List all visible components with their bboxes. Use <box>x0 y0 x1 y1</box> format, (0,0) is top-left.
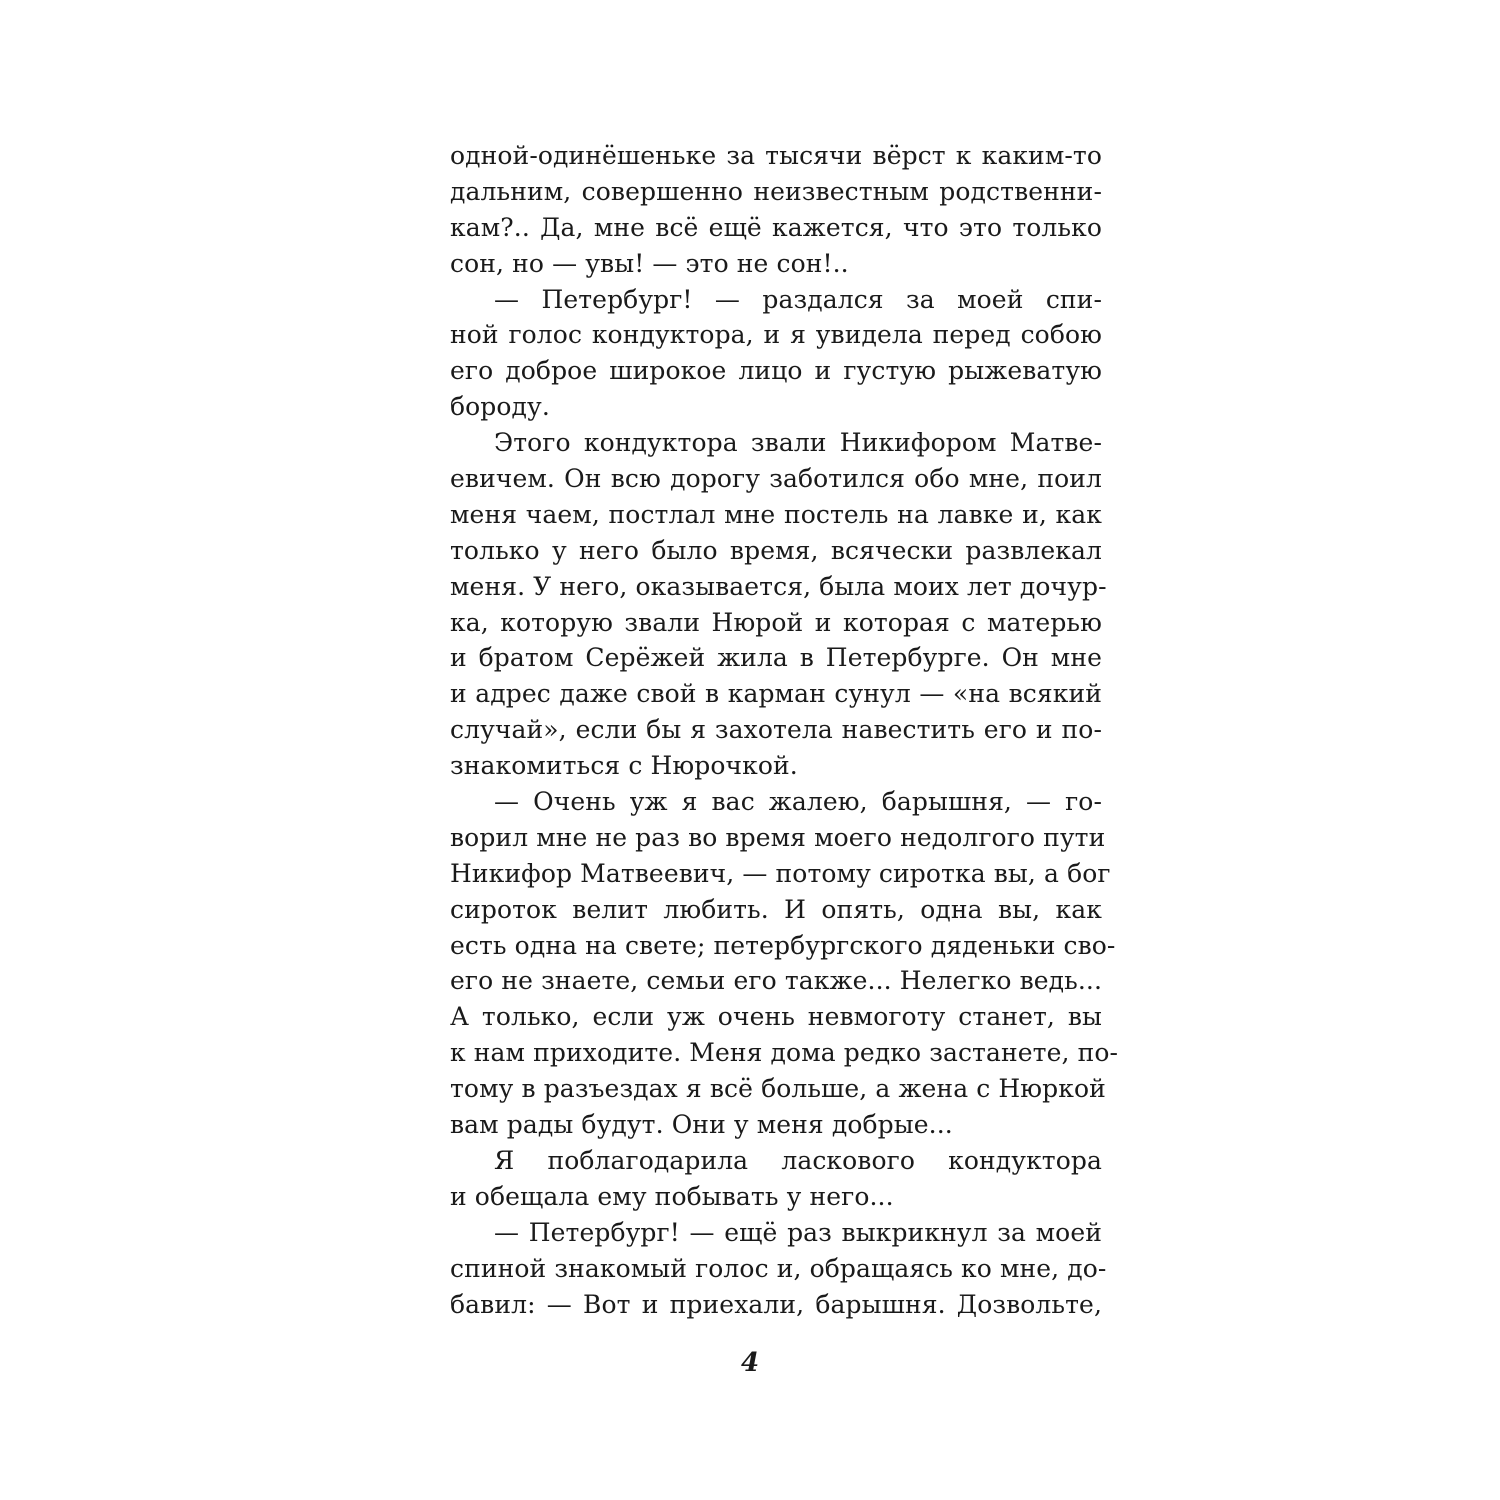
text-line: случай», если бы я захотела навестить его и по- <box>450 715 1102 745</box>
text-line: его не знаете, семьи его также... Нелегко ведь... <box>450 966 1102 996</box>
text-line: спиной знакомый голос и, обращаясь ко мне, до- <box>450 1253 1107 1283</box>
text-line: сироток велит любить. И опять, одна вы, как <box>450 894 1102 924</box>
text-line: — Очень уж я вас жалею, барышня, — го- <box>494 787 1102 817</box>
text-line: и адрес даже свой в карман сунул — «на всякий <box>450 679 1102 709</box>
text-line: евичем. Он всю дорогу заботился обо мне, поил <box>450 464 1102 494</box>
text-line: ной голос кондуктора, и я увидела перед собою <box>450 320 1102 350</box>
text-line: ворил мне не раз во время моего недолгого пути <box>450 822 1106 852</box>
text-line: его доброе широкое лицо и густую рыжеватую <box>450 356 1102 386</box>
text-line: меня. У него, оказывается, была моих лет дочур- <box>450 571 1107 601</box>
page-text-block <box>450 138 1119 1322</box>
text-line: — Петербург! — раздался за моей спи- <box>494 284 1102 314</box>
text-line: меня чаем, постлал мне постель на лавке и, как <box>450 499 1102 529</box>
text-line: бавил: — Вот и приехали, барышня. Дозвольте, <box>450 1289 1102 1319</box>
text-line: есть одна на свете; петербургского дяденьки сво- <box>450 930 1116 960</box>
text-line: одной-одинёшеньке за тысячи вёрст к каким-то <box>450 141 1102 170</box>
text-line: кам?.. Да, мне всё ещё кажется, что это только <box>450 212 1102 242</box>
text-line: и обещала ему побывать у него... <box>450 1181 894 1211</box>
text-line: сон, но — увы! — это не сон!.. <box>450 248 849 278</box>
text-line: Никифор Матвеевич, — потому сиротка вы, а бог <box>450 858 1111 888</box>
text-line: только у него было время, всячески развлекал <box>450 535 1102 565</box>
text-line: и братом Серёжей жила в Петербурге. Он мне <box>450 643 1102 673</box>
text-line: вам рады будут. Они у меня добрые... <box>450 1110 953 1140</box>
text-line: Этого кондуктора звали Никифором Матве- <box>494 428 1102 458</box>
text-line: Я поблагодарила ласкового кондуктора <box>494 1145 1102 1175</box>
text-line: — Петербург! — ещё раз выкрикнул за моей <box>494 1217 1102 1247</box>
page-number: 4 <box>740 1348 760 1378</box>
text-line: тому в разъездах я всё больше, а жена с Нюркой <box>450 1074 1106 1104</box>
text-line: знакомиться с Нюрочкой. <box>450 751 798 781</box>
text-line: бороду. <box>450 392 550 422</box>
text-line: дальним, совершенно неизвестным родственни- <box>450 176 1102 206</box>
text-line: к нам приходите. Меня дома редко застанете, по- <box>450 1038 1119 1068</box>
text-line: А только, если уж очень невмоготу станет, вы <box>450 1002 1102 1032</box>
text-line: ка, которую звали Нюрой и которая с матерью <box>450 607 1102 637</box>
